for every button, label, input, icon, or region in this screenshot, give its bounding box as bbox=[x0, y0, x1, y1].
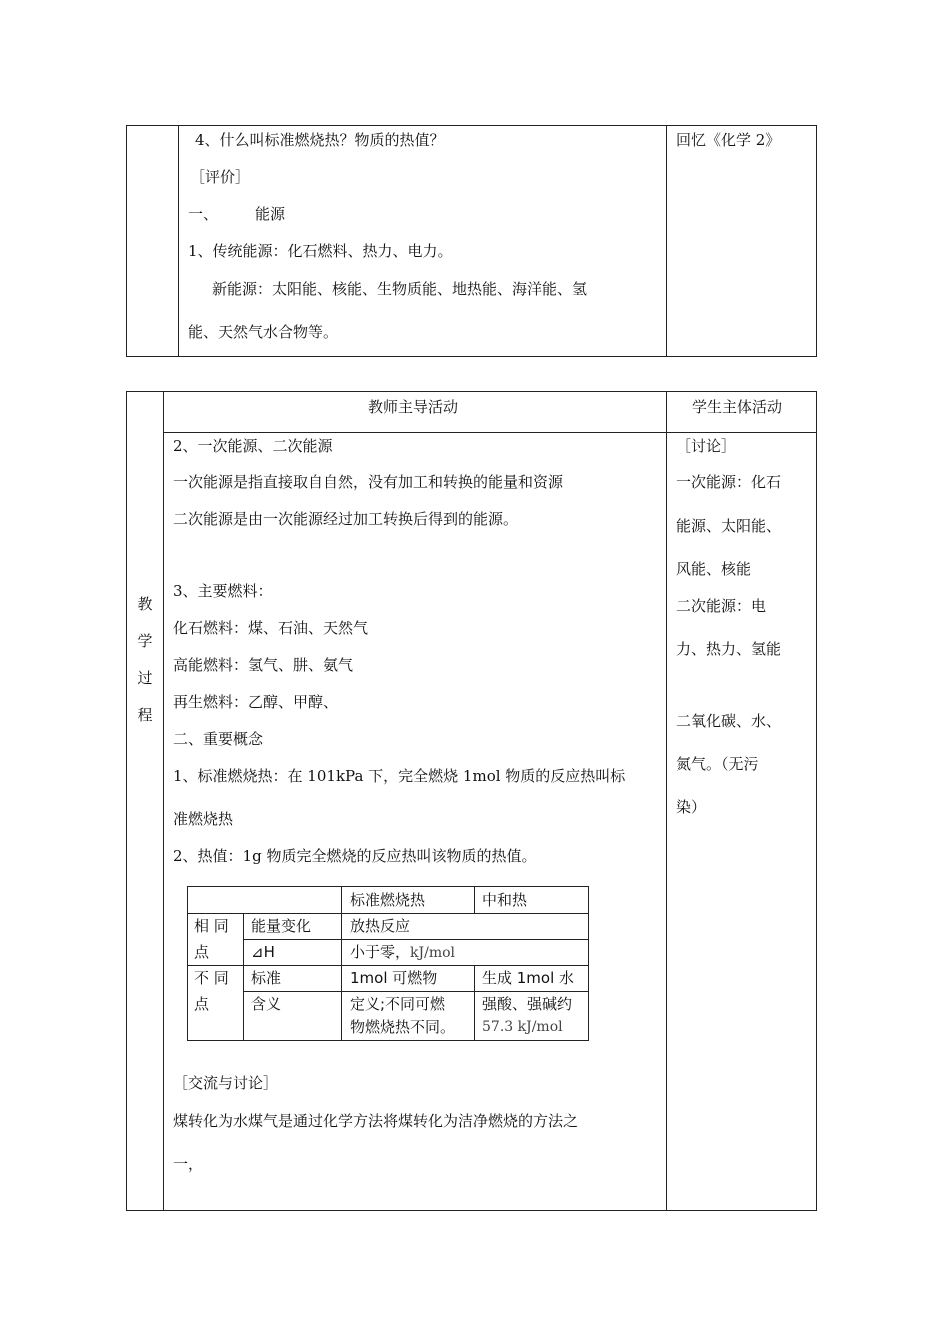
student-line-3: 能源、太阳能、 bbox=[676, 517, 782, 535]
table-main-divider-left bbox=[163, 391, 164, 1211]
student-line-4: 风能、核能 bbox=[676, 560, 752, 578]
new-energy: 新能源：太阳能、核能、生物质能、地热能、海洋能、氢 bbox=[212, 280, 588, 298]
side-label-3: 过 bbox=[137, 669, 153, 687]
teacher-line-5: 化石燃料：煤、石油、天然气 bbox=[173, 619, 369, 637]
cmp-row-energy: 能量变化 bbox=[251, 917, 312, 935]
teacher-line-12: ［交流与讨论］ bbox=[173, 1074, 279, 1092]
table-main-header-line bbox=[163, 432, 817, 433]
cmp-row-dh: ⊿H bbox=[251, 943, 275, 961]
cmp-hline-1 bbox=[188, 913, 588, 914]
cmp-row-standard: 标准 bbox=[251, 969, 282, 987]
student-line-8: 氮气。（无污 bbox=[676, 755, 759, 773]
teacher-line-3: 二次能源是由一次能源经过加工转换后得到的能源。 bbox=[173, 510, 519, 528]
teacher-line-11: 2、热值：1g 物质完全燃烧的反应热叫该物质的热值。 bbox=[173, 847, 537, 865]
cmp-hline-4 bbox=[243, 991, 588, 992]
cmp-header-neutralization: 中和热 bbox=[482, 891, 528, 909]
cmp-vline-1 bbox=[243, 913, 244, 1041]
teacher-line-8: 二、重要概念 bbox=[173, 730, 264, 748]
section-one-number: 一、 bbox=[188, 205, 219, 223]
cmp-diff-label: 不 同 bbox=[194, 969, 229, 987]
cmp-meaning-combustion-2: 物燃烧热不同。 bbox=[350, 1018, 456, 1036]
cmp-same-label: 相 同 bbox=[194, 917, 229, 935]
cmp-hline-2 bbox=[243, 939, 588, 940]
cmp-dh-value-a: 小于零， bbox=[350, 943, 411, 961]
teacher-line-7: 再生燃料：乙醇、甲醇、 bbox=[173, 693, 339, 711]
teacher-line-14: 一， bbox=[173, 1155, 204, 1173]
teacher-line-6: 高能燃料：氢气、肼、氨气 bbox=[173, 656, 354, 674]
teacher-line-2: 一次能源是指直接取自自然，没有加工和转换的能量和资源 bbox=[173, 473, 564, 491]
header-student: 学生主体活动 bbox=[692, 398, 783, 416]
student-line-5: 二次能源：电 bbox=[676, 597, 767, 615]
teacher-line-9: 1、标准燃烧热：在 101kPa 下，完全燃烧 1mol 物质的反应热叫标 bbox=[173, 767, 626, 785]
section-one-title: 能源 bbox=[255, 205, 286, 223]
cmp-meaning-neutralization-2: 57.3 kJ/mol bbox=[482, 1019, 563, 1035]
table-top-divider-right bbox=[666, 125, 667, 357]
cmp-dh-value-b: kJ/mol bbox=[410, 945, 456, 961]
teacher-line-13: 煤转化为水煤气是通过化学方法将煤转化为洁净燃烧的方法之 bbox=[173, 1112, 579, 1130]
cmp-header-combustion: 标准燃烧热 bbox=[350, 891, 426, 909]
student-line-9: 染） bbox=[676, 798, 707, 816]
traditional-energy: 1、传统能源：化石燃料、热力、电力。 bbox=[188, 242, 453, 260]
cmp-vline-3 bbox=[474, 887, 475, 913]
cmp-vline-2 bbox=[341, 887, 342, 1041]
teacher-line-1: 2、一次能源、二次能源 bbox=[173, 437, 333, 455]
cmp-dh-value bbox=[350, 943, 455, 962]
side-label-2: 学 bbox=[137, 632, 153, 650]
cmp-vline-4 bbox=[474, 965, 475, 1041]
cmp-same-label-2: 点 bbox=[194, 943, 210, 961]
header-teacher: 教师主导活动 bbox=[368, 398, 459, 416]
new-energy-cont: 能、天然气水合物等。 bbox=[188, 323, 339, 341]
student-line-6: 力、热力、氢能 bbox=[676, 640, 782, 658]
side-label-1: 教 bbox=[137, 595, 153, 613]
cmp-hline-3 bbox=[188, 965, 588, 966]
cmp-energy-value: 放热反应 bbox=[350, 917, 411, 935]
recall-note: 回忆《化学 2》 bbox=[676, 131, 781, 149]
evaluation-label: ［评价］ bbox=[190, 168, 251, 186]
teacher-line-4: 3、主要燃料： bbox=[173, 582, 273, 600]
comparison-table bbox=[187, 886, 589, 1041]
cmp-row-meaning: 含义 bbox=[251, 995, 282, 1013]
question-4: 4、什么叫标准燃烧热？物质的热值？ bbox=[195, 131, 445, 149]
student-line-2: 一次能源：化石 bbox=[676, 473, 782, 491]
cmp-meaning-neutralization-1: 强酸、强碱约 bbox=[482, 995, 573, 1013]
side-label-4: 程 bbox=[137, 706, 153, 724]
cmp-diff-label-2: 点 bbox=[194, 995, 210, 1013]
table-top-divider-left bbox=[178, 125, 179, 357]
cmp-std-combustion: 1mol 可燃物 bbox=[350, 969, 438, 987]
student-line-7: 二氧化碳、水、 bbox=[676, 712, 782, 730]
student-line-1: ［讨论］ bbox=[676, 437, 737, 455]
table-main-divider-right bbox=[666, 391, 667, 1211]
cmp-meaning-combustion-1: 定义;不同可燃 bbox=[350, 995, 446, 1013]
cmp-std-neutralization: 生成 1mol 水 bbox=[482, 969, 575, 987]
teacher-line-10: 准燃烧热 bbox=[173, 810, 234, 828]
